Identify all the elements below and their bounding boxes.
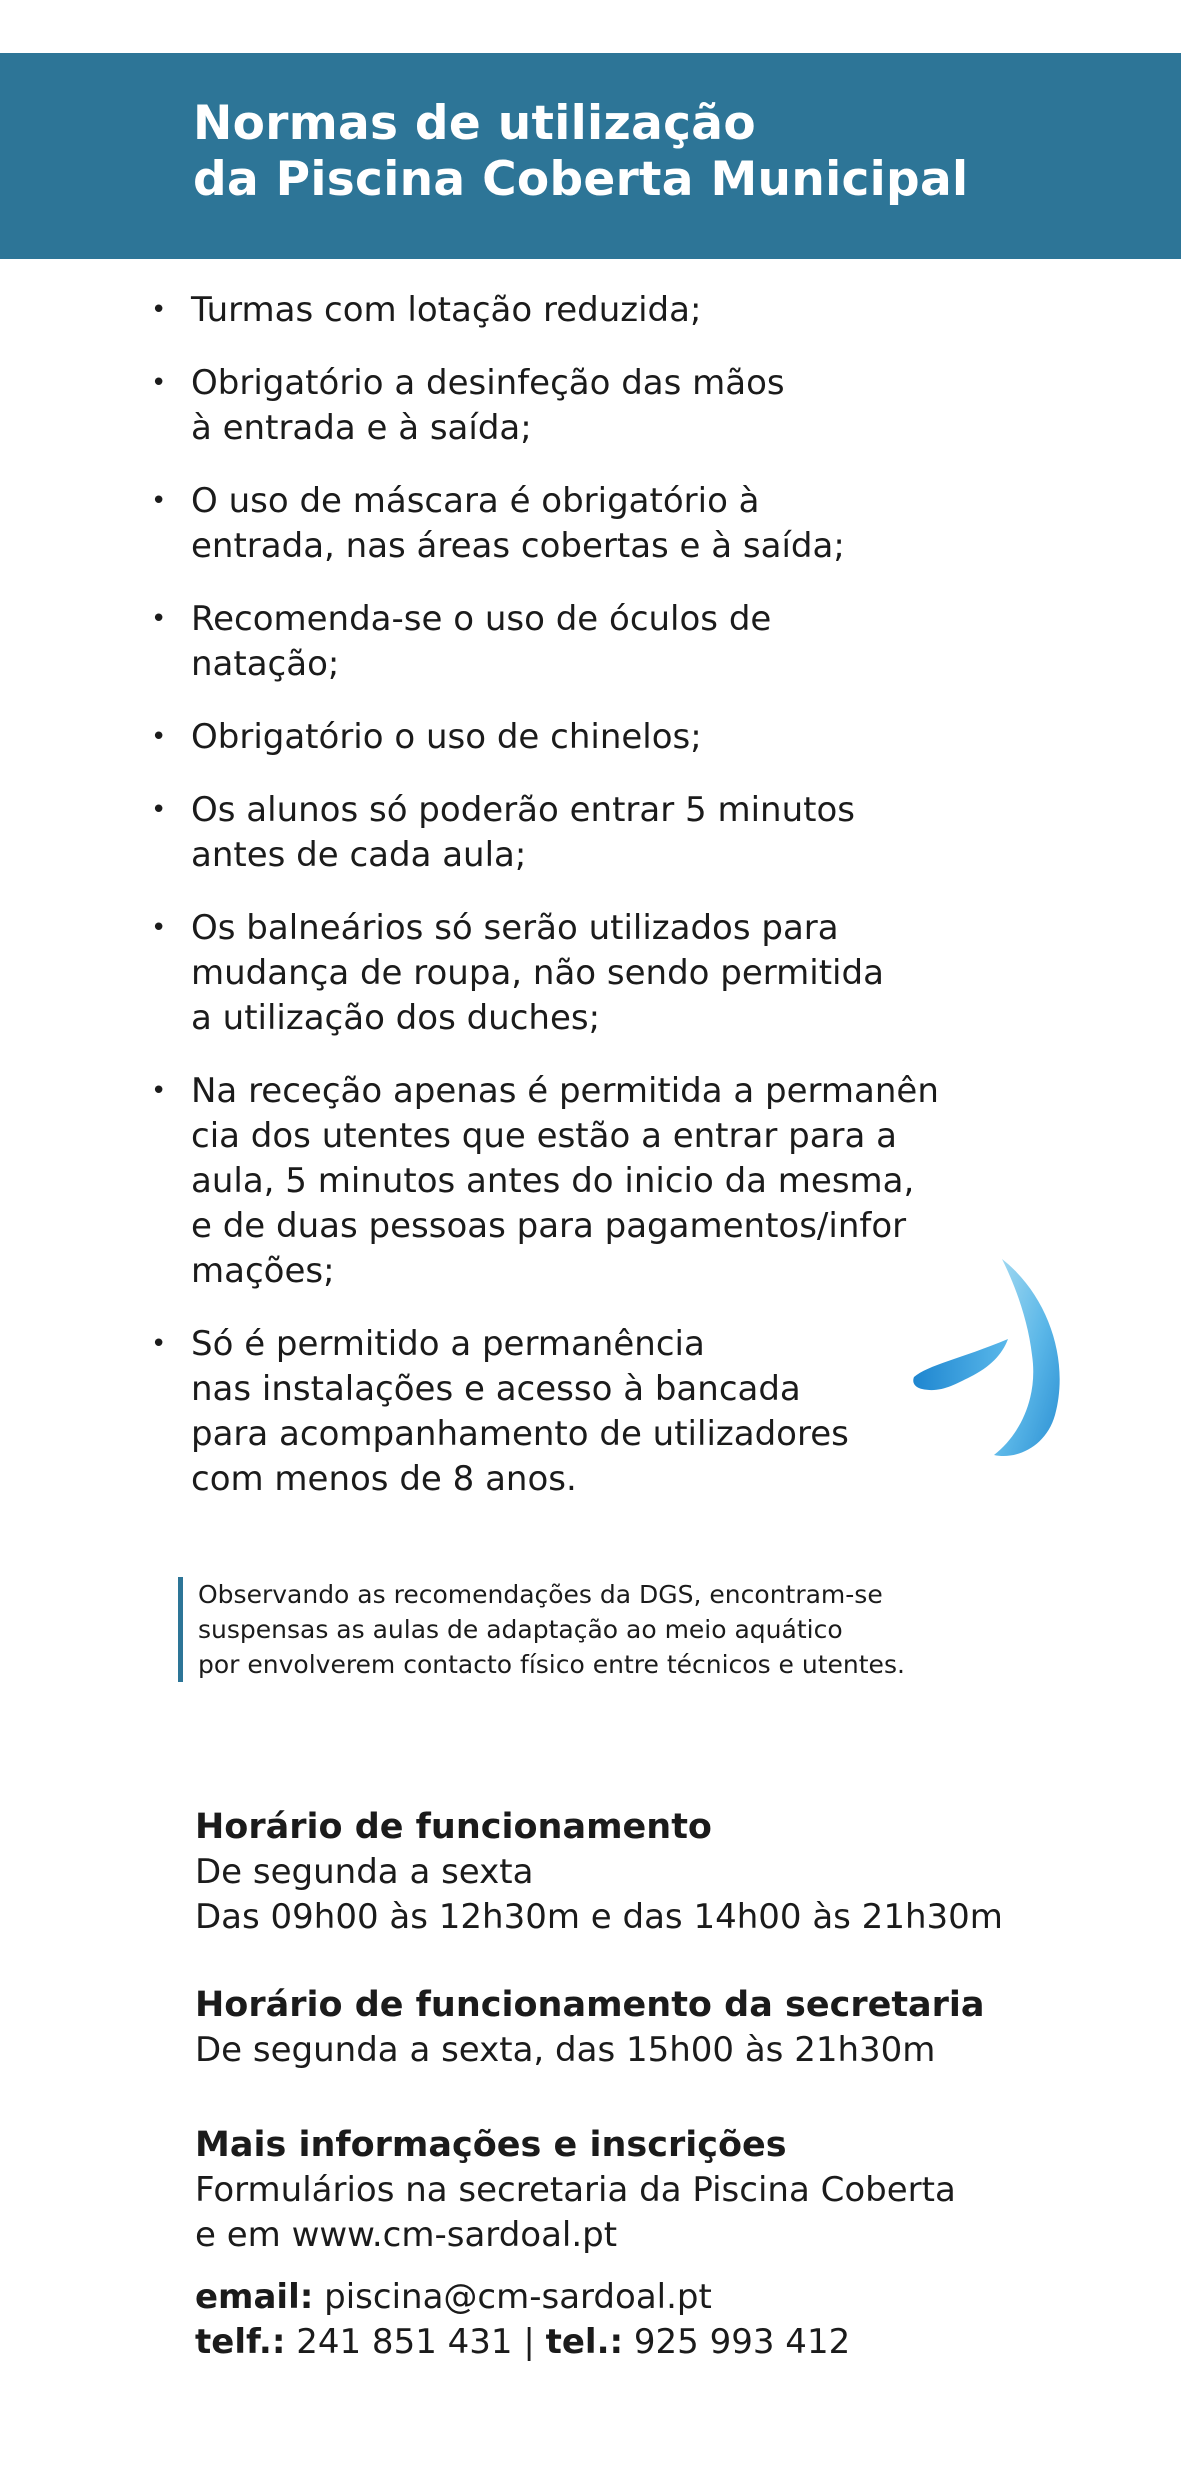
phone-contact bbox=[195, 2320, 850, 2365]
phone-label: telf.: bbox=[195, 2322, 286, 2362]
rule-line: Obrigatório o uso de chinelos; bbox=[191, 717, 702, 757]
rule-line: Na receção apenas é permitida a permanên bbox=[191, 1071, 939, 1111]
email-contact bbox=[195, 2275, 850, 2320]
rule-item bbox=[148, 288, 1028, 333]
bullet-icon: • bbox=[151, 295, 167, 325]
water-drop-icon bbox=[910, 1255, 1065, 1460]
rules-list bbox=[148, 288, 1028, 1530]
mobile-label: tel.: bbox=[545, 2322, 624, 2362]
bullet-icon: • bbox=[151, 1076, 167, 1106]
more-info-section bbox=[195, 2123, 956, 2258]
mobile-value: 925 993 412 bbox=[623, 2322, 851, 2362]
page-title bbox=[193, 96, 968, 208]
email-label: email: bbox=[195, 2277, 314, 2317]
dgs-notice bbox=[178, 1577, 905, 1682]
drop-wave bbox=[913, 1339, 1008, 1390]
rule-item bbox=[148, 361, 1028, 451]
opening-hours-heading: Horário de funcionamento bbox=[195, 1807, 712, 1847]
rule-line: entrada, nas áreas cobertas e à saída; bbox=[191, 526, 845, 566]
rule-line: antes de cada aula; bbox=[191, 835, 527, 875]
page-title-line-2: da Piscina Coberta Municipal bbox=[193, 152, 969, 207]
more-info-heading: Mais informações e inscrições bbox=[195, 2125, 787, 2165]
email-value: piscina@cm-sardoal.pt bbox=[313, 2277, 712, 2317]
bullet-icon: • bbox=[151, 722, 167, 752]
rule-line: Recomenda-se o uso de óculos de bbox=[191, 599, 772, 639]
rule-line: mações; bbox=[191, 1251, 335, 1291]
rule-line: e de duas pessoas para pagamentos/infor bbox=[191, 1206, 907, 1246]
bullet-icon: • bbox=[151, 913, 167, 943]
rule-line: cia dos utentes que estão a entrar para a bbox=[191, 1116, 897, 1156]
notice-line-2: suspensas as aulas de adaptação ao meio aquático bbox=[198, 1615, 843, 1644]
rule-line: O uso de máscara é obrigatório à bbox=[191, 481, 760, 521]
rule-line: Obrigatório a desinfeção das mãos bbox=[191, 363, 785, 403]
rule-item bbox=[148, 1322, 1028, 1502]
rule-line: Só é permitido a permanência bbox=[191, 1324, 705, 1364]
opening-hours-times: Das 09h00 às 12h30m e das 14h00 às 21h30m bbox=[195, 1897, 1003, 1937]
rule-line: aula, 5 minutos antes do inicio da mesma, bbox=[191, 1161, 915, 1201]
rule-line: à entrada e à saída; bbox=[191, 408, 532, 448]
rule-line: natação; bbox=[191, 644, 340, 684]
header-banner bbox=[0, 53, 1181, 259]
rule-line: com menos de 8 anos. bbox=[191, 1459, 577, 1499]
more-info-forms: Formulários na secretaria da Piscina Coberta bbox=[195, 2170, 956, 2210]
office-hours-times: De segunda a sexta, das 15h00 às 21h30m bbox=[195, 2030, 936, 2070]
more-info-website: e em www.cm-sardoal.pt bbox=[195, 2215, 618, 2255]
page-title-line-1: Normas de utilização bbox=[193, 96, 756, 151]
opening-hours-days: De segunda a sexta bbox=[195, 1852, 534, 1892]
rule-line: nas instalações e acesso à bancada bbox=[191, 1369, 801, 1409]
rule-item bbox=[148, 715, 1028, 760]
rule-line: mudança de roupa, não sendo permitida bbox=[191, 953, 884, 993]
rule-line: Os balneários só serão utilizados para bbox=[191, 908, 839, 948]
office-hours-heading: Horário de funcionamento da secretaria bbox=[195, 1985, 985, 2025]
rule-item bbox=[148, 906, 1028, 1041]
rule-item bbox=[148, 788, 1028, 878]
rule-line: Os alunos só poderão entrar 5 minutos bbox=[191, 790, 855, 830]
rule-item bbox=[148, 479, 1028, 569]
rule-line: a utilização dos duches; bbox=[191, 998, 601, 1038]
notice-line-3: por envolverem contacto físico entre técnicos e utentes. bbox=[198, 1650, 905, 1679]
bullet-icon: • bbox=[151, 486, 167, 516]
bullet-icon: • bbox=[151, 604, 167, 634]
bullet-icon: • bbox=[151, 795, 167, 825]
office-hours-section bbox=[195, 1983, 985, 2073]
notice-line-1: Observando as recomendações da DGS, encontram-se bbox=[198, 1580, 883, 1609]
bullet-icon: • bbox=[151, 368, 167, 398]
rule-line: Turmas com lotação reduzida; bbox=[191, 290, 702, 330]
rule-item bbox=[148, 597, 1028, 687]
bullet-icon: • bbox=[151, 1329, 167, 1359]
opening-hours-section bbox=[195, 1805, 1003, 1940]
contacts-section bbox=[195, 2275, 850, 2365]
rule-line: para acompanhamento de utilizadores bbox=[191, 1414, 849, 1454]
phone-value: 241 851 431 | bbox=[285, 2322, 546, 2362]
rule-item bbox=[148, 1069, 1028, 1294]
drop-shape bbox=[994, 1259, 1060, 1456]
